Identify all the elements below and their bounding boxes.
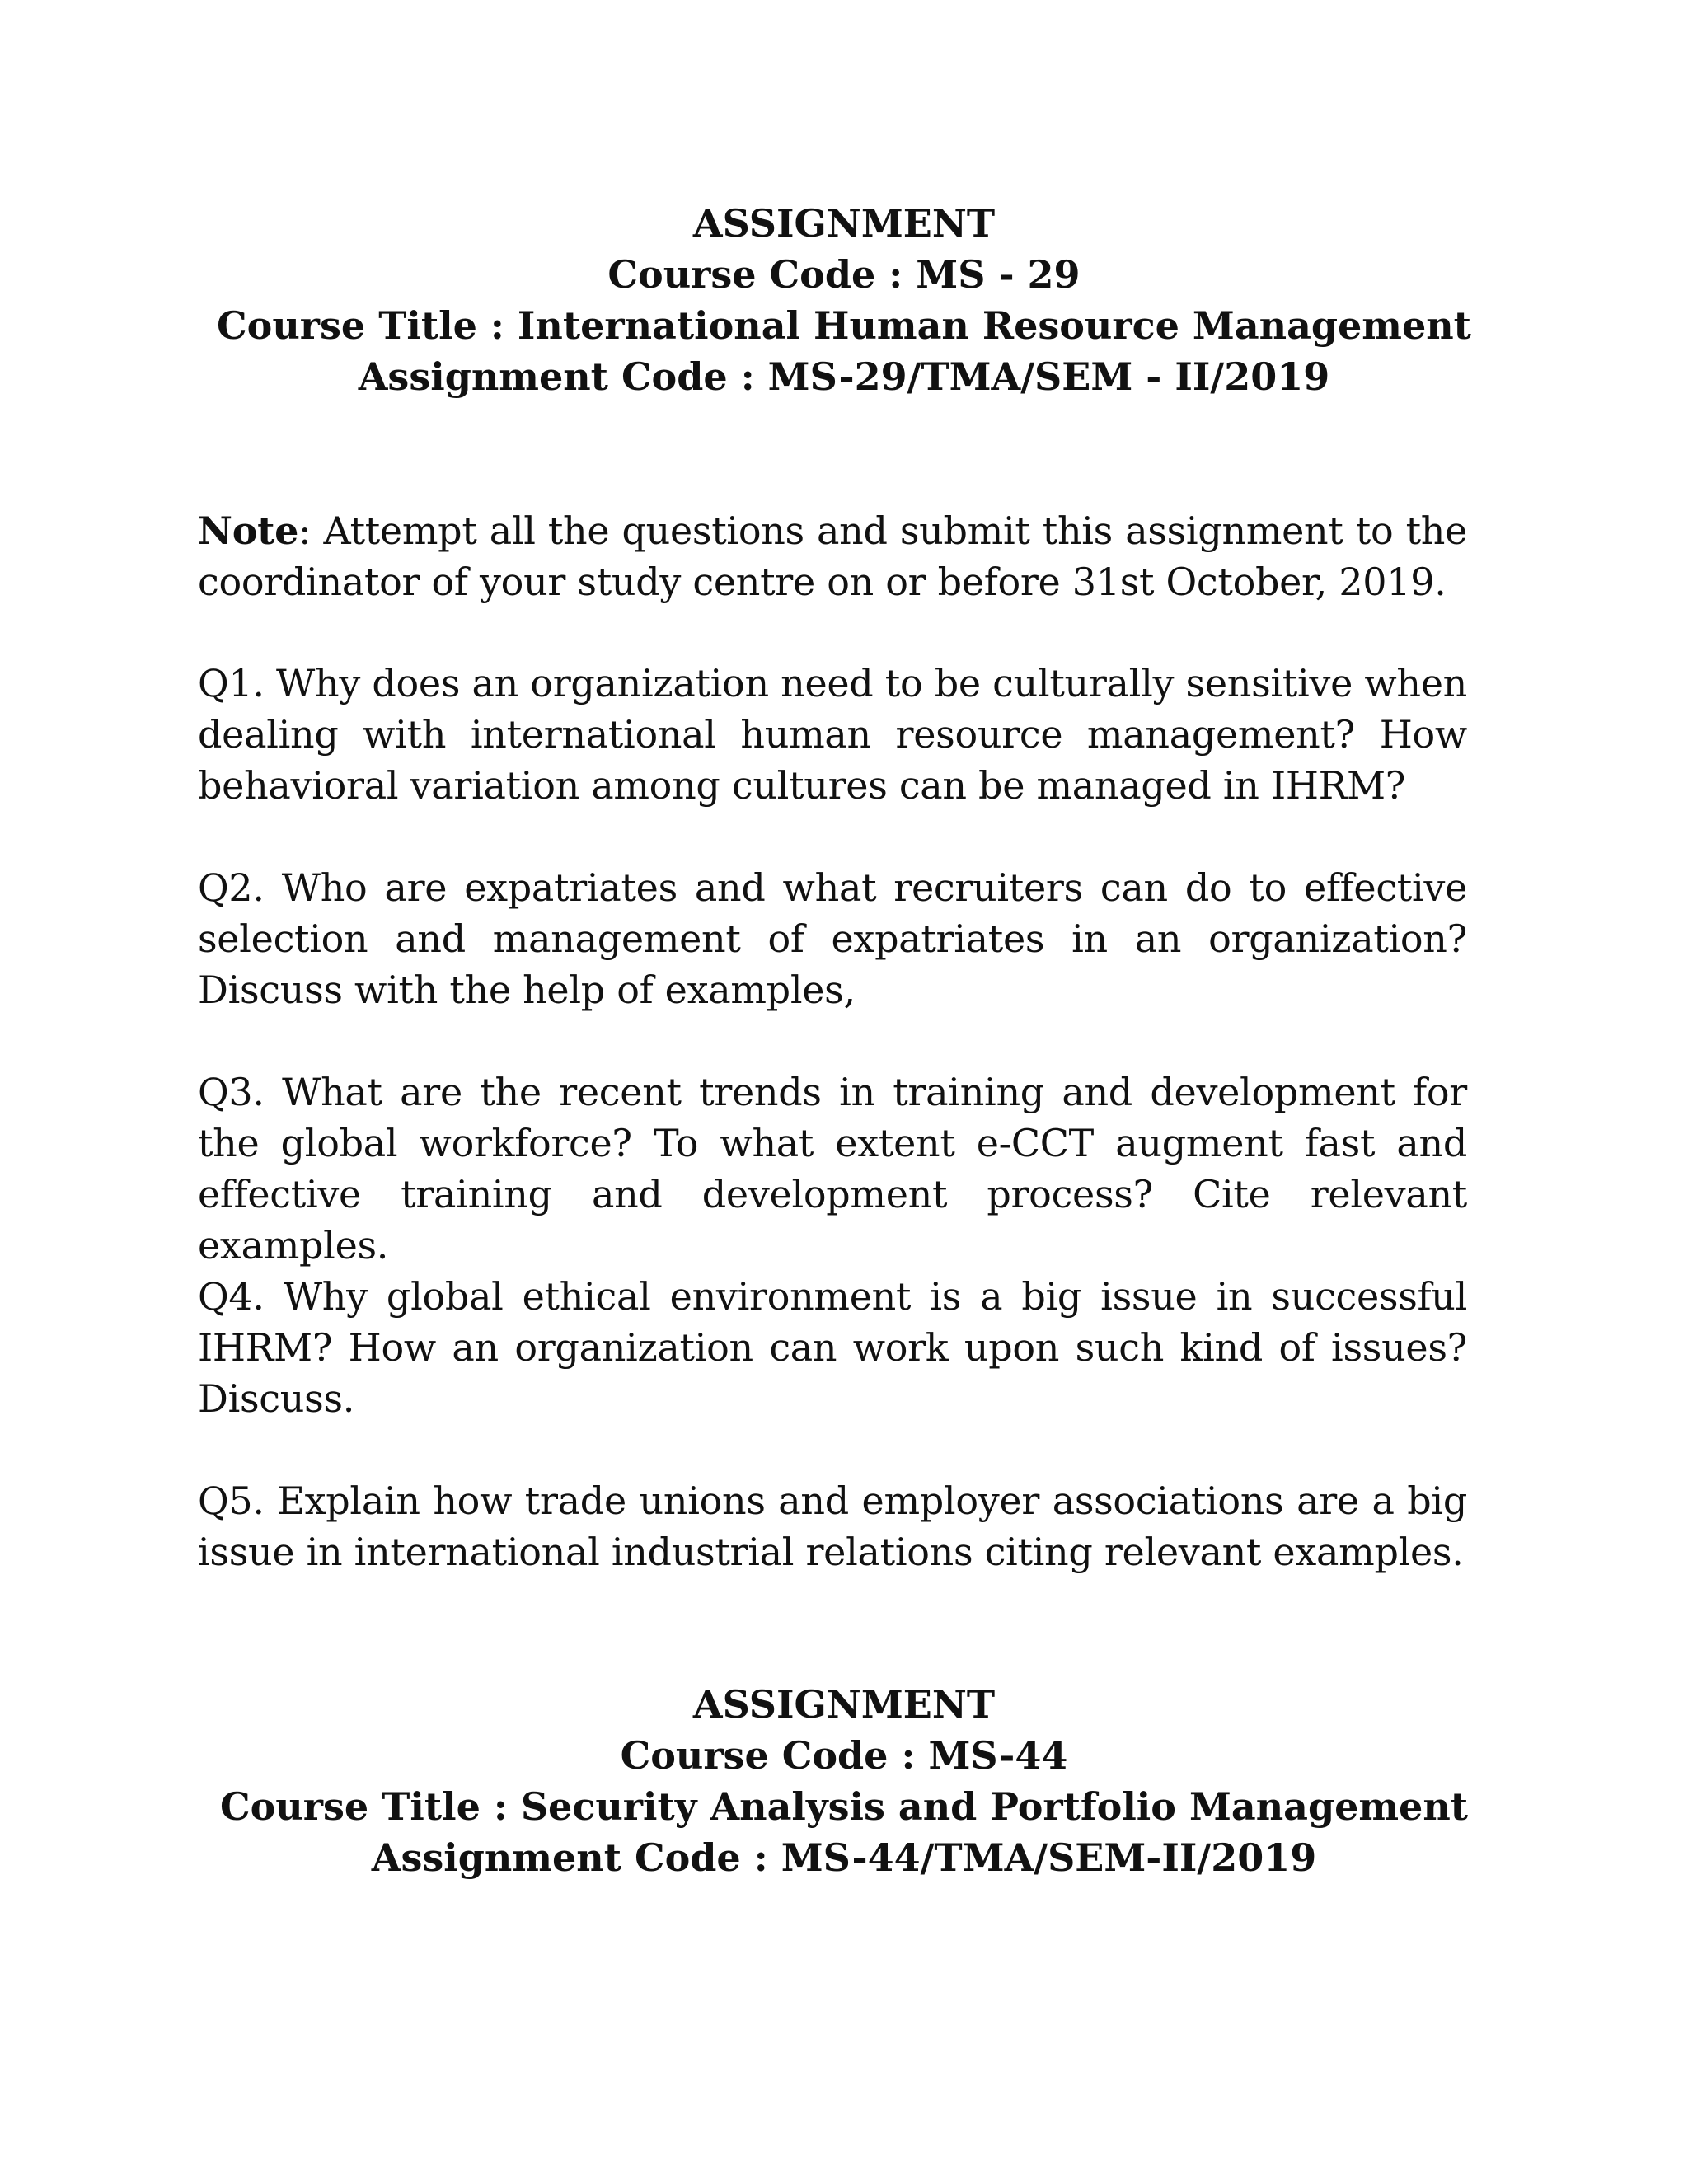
assignment-header-ms44 [198, 1679, 1490, 1883]
question-1: Q1. Why does an organization need to be culturally sensitive when dealing with international human resource management? How behavioral variation among cultures can be managed in IHRM? [198, 661, 1467, 808]
note-text: : Attempt all the questions and submit this assignment to the coordinator of your study centre on or before 31st October, 2019. [198, 509, 1467, 604]
assignment-heading: ASSIGNMENT [692, 1682, 996, 1727]
assignment-code: Assignment Code : MS-29/TMA/SEM - II/2019 [358, 354, 1330, 399]
note-paragraph [198, 505, 1467, 607]
course-title: Course Title : Security Analysis and Portfolio Management [219, 1784, 1469, 1829]
course-code: Course Code : MS-44 [620, 1733, 1068, 1778]
note-label: Note [198, 509, 299, 553]
assignment-header-ms29 [198, 198, 1490, 402]
course-code: Course Code : MS - 29 [607, 252, 1081, 297]
assignment-heading: ASSIGNMENT [692, 201, 996, 246]
question-2: Q2. Who are expatriates and what recruiters can do to effective selection and management of expatriates in an organization? Discuss with the help of examples, [198, 865, 1467, 1012]
question-4: Q4. Why global ethical environment is a big issue in successful IHRM? How an organization can work upon such kind of issues? Discuss. [198, 1274, 1467, 1421]
assignment-code: Assignment Code : MS-44/TMA/SEM-II/2019 [371, 1835, 1317, 1880]
question-5: Q5. Explain how trade unions and employer associations are a big issue in international industrial relations citing relevant examples. [198, 1479, 1467, 1574]
course-title: Course Title : International Human Resource Management [217, 303, 1471, 348]
question-3: Q3. What are the recent trends in training and development for the global workforce? To what extent e-CCT augment fast and effective training and development process? Cite relevant examples. [198, 1070, 1467, 1268]
